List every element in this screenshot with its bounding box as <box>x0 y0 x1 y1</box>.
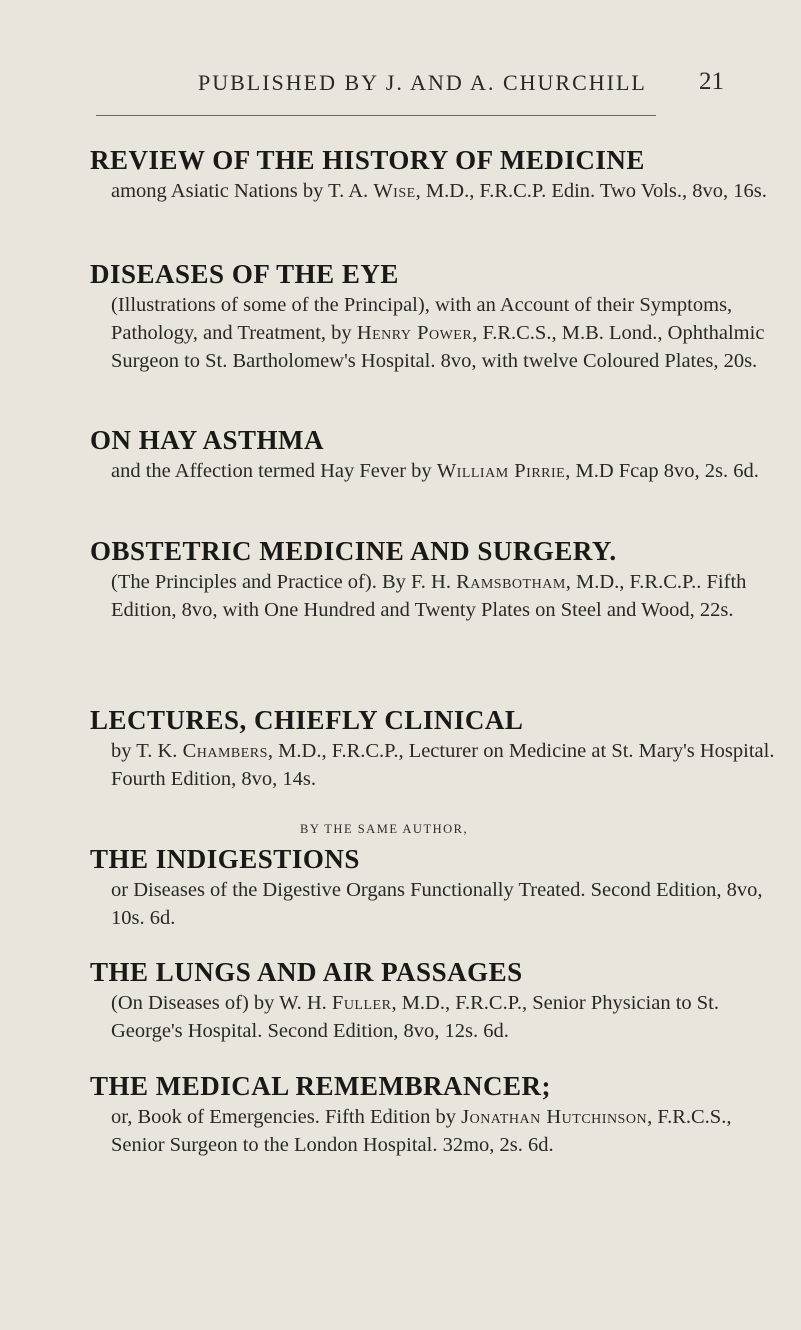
entry-title: THE MEDICAL REMEMBRANCER; <box>90 1071 552 1101</box>
entry-author: Jonathan Hutchinson <box>461 1106 648 1128</box>
entry-title: THE INDIGESTIONS <box>90 844 360 874</box>
entry-description: or Diseases of the Digestive Organs Functionally Treated. Second Edition, 8vo, 10s. 6d. <box>111 879 763 929</box>
entry-title: LECTURES, CHIEFLY CLINICAL <box>90 705 524 735</box>
page-header <box>0 68 801 108</box>
entry-description: by T. K. Chambers, M.D., F.R.C.P., Lecturer on Medicine at St. Mary's Hospital. Fourth Edition, 8vo, 14s. <box>111 740 775 790</box>
entry-author: Fuller <box>331 992 392 1014</box>
page-number: 21 <box>699 68 724 95</box>
header-rule <box>96 115 656 116</box>
same-author-note: BY THE SAME AUTHOR, <box>300 822 469 836</box>
entry-author: Ramsbotham <box>456 571 566 593</box>
entry-author: William Pirrie <box>436 460 566 482</box>
entry-description: and the Affection termed Hay Fever by William Pirrie, M.D Fcap 8vo, 2s. 6d. <box>111 460 759 482</box>
entry-author: Chambers <box>182 740 268 762</box>
entry-description: or, Book of Emergencies. Fifth Edition by Jonathan Hutchinson, F.R.C.S., Senior Surgeon to the London Hospital. 32mo, 2s. 6d. <box>111 1106 732 1156</box>
catalog-entry <box>90 423 780 485</box>
entry-description: (The Principles and Practice of). By F. H. Ramsbotham, M.D., F.R.C.P.. Fifth Edition, 8vo, with One Hundred and Twenty Plates on Steel and Wood, 22s. <box>111 571 747 621</box>
entry-title: OBSTETRIC MEDICINE AND SURGERY. <box>90 536 617 566</box>
entry-title: REVIEW OF THE HISTORY OF MEDICINE <box>90 145 645 175</box>
catalog-entry <box>90 257 780 375</box>
catalog-entry <box>90 703 780 793</box>
entry-author: Wise <box>373 180 416 202</box>
entry-description: (Illustrations of some of the Principal), with an Account of their Symptoms, Pathology, and Treatment, by Henry Power, F.R.C.S., M.B. Lond., Ophthalmic Surgeon to St. Bartholomew's Hospital. 8vo, with twelve Coloured Plates, 20s. <box>111 294 765 372</box>
catalog-entry <box>90 1069 780 1159</box>
catalog-entry <box>90 534 780 624</box>
catalog-entry <box>90 842 780 932</box>
entry-title: THE LUNGS AND AIR PASSAGES <box>90 957 523 987</box>
entry-title: ON HAY ASTHMA <box>90 425 325 455</box>
catalog-entry <box>90 143 780 205</box>
catalog-entry <box>90 955 780 1045</box>
entry-description: (On Diseases of) by W. H. Fuller, M.D., F.R.C.P., Senior Physician to St. George's Hospital. Second Edition, 8vo, 12s. 6d. <box>111 992 719 1042</box>
entry-title: DISEASES OF THE EYE <box>90 259 399 289</box>
running-title: PUBLISHED BY J. AND A. CHURCHILL <box>198 70 647 95</box>
entry-author: Henry Power <box>356 322 473 344</box>
entry-description: among Asiatic Nations by T. A. Wise, M.D., F.R.C.P. Edin. Two Vols., 8vo, 16s. <box>111 180 767 202</box>
